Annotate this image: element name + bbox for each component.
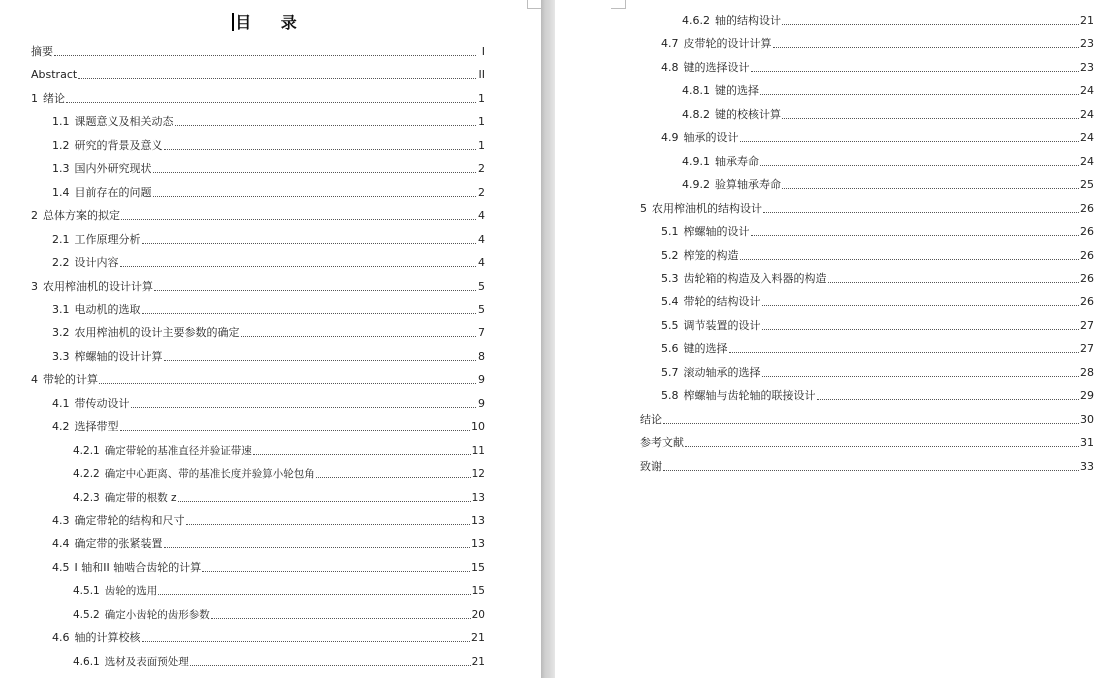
toc-entry[interactable]	[0, 393, 541, 411]
toc-dot-leader	[142, 312, 477, 314]
toc-entry[interactable]	[555, 291, 1114, 309]
toc-entry-page-number: 20	[471, 608, 485, 621]
toc-title: 目 录	[0, 10, 541, 33]
toc-entry-label: 总体方案的拟定	[43, 209, 120, 223]
toc-entry[interactable]	[0, 416, 541, 434]
toc-dot-leader	[740, 258, 1080, 260]
toc-dot-leader	[751, 234, 1080, 236]
toc-entry-page-number: 29	[1080, 389, 1094, 403]
toc-entry-label: 致谢	[640, 459, 662, 473]
toc-entry[interactable]	[0, 322, 541, 340]
page-gutter	[541, 0, 555, 678]
toc-entry-number: 4.8.2	[682, 107, 710, 121]
toc-entry[interactable]	[0, 533, 541, 551]
toc-dot-leader	[763, 211, 1079, 213]
toc-dot-leader	[740, 140, 1080, 142]
toc-dot-leader	[760, 93, 1079, 95]
toc-entry-label: 榨螺轴的设计计算	[74, 349, 163, 363]
toc-entry-number: 4.2.3	[73, 491, 100, 504]
toc-entry[interactable]	[0, 510, 541, 528]
toc-entry-page-number: 24	[1080, 131, 1094, 145]
toc-entry-number: 4.6.1	[73, 655, 100, 668]
toc-entry-number: 4	[31, 373, 38, 387]
toc-dot-leader	[175, 124, 477, 126]
toc-entry-number: 4.6	[52, 631, 70, 645]
toc-entry-label: 参考文献	[640, 436, 684, 450]
toc-entry-page-number: 1	[478, 91, 485, 105]
toc-entry[interactable]	[0, 580, 541, 598]
toc-dot-leader	[817, 398, 1080, 400]
toc-entry-page-number: 15	[471, 585, 485, 598]
toc-entry-page-number: 4	[478, 232, 485, 246]
toc-entry-label: 农用榨油机的结构设计	[652, 201, 762, 215]
toc-entry-page-number: 26	[1080, 248, 1094, 262]
toc-entry[interactable]	[0, 346, 541, 364]
toc-entry-page-number: 12	[471, 468, 485, 481]
toc-entry-page-number: 8	[478, 349, 485, 363]
toc-dot-leader	[164, 148, 477, 150]
toc-entry-page-number: 24	[1080, 84, 1094, 98]
toc-dot-leader	[685, 445, 1079, 447]
toc-entry-label: 验算轴承寿命	[715, 178, 781, 192]
toc-entry[interactable]	[0, 463, 541, 481]
toc-entry-number: 5.6	[661, 342, 679, 356]
toc-entry[interactable]	[555, 151, 1114, 169]
page-corner-mark	[527, 0, 541, 9]
toc-dot-leader	[253, 453, 471, 455]
toc-entry[interactable]	[555, 245, 1114, 263]
toc-entry-number: 4.6.2	[682, 14, 710, 27]
toc-entry-page-number: 4	[478, 209, 485, 223]
toc-entry-page-number: 33	[1080, 459, 1094, 473]
toc-entry-page-number: 5	[478, 279, 485, 293]
toc-entry-label: 国内外研究现状	[74, 162, 152, 176]
toc-dot-leader	[158, 593, 470, 595]
toc-entry-label: 选材及表面预处理	[104, 655, 189, 668]
toc-entry-number: 1.3	[52, 162, 70, 176]
toc-dot-leader	[729, 351, 1080, 353]
toc-entry-number: 5.2	[661, 248, 679, 262]
toc-entry-number: 2	[31, 209, 38, 223]
toc-entry-label: 研究的背景及意义	[74, 138, 163, 152]
toc-entry[interactable]	[555, 268, 1114, 286]
toc-entry-page-number: 15	[471, 560, 485, 574]
toc-entry-page-number: 9	[478, 373, 485, 387]
toc-entry-page-number: 24	[1080, 154, 1094, 168]
toc-entry-page-number: 9	[478, 396, 485, 410]
toc-entry-label: 轴承的设计	[683, 131, 739, 145]
toc-entry[interactable]	[555, 409, 1114, 427]
toc-entry-label: 带轮的计算	[43, 373, 98, 387]
toc-entry[interactable]	[0, 627, 541, 645]
toc-dot-leader	[121, 218, 476, 220]
toc-entry-page-number: 26	[1080, 201, 1094, 215]
toc-entry-label: 轴的结构设计	[715, 14, 781, 27]
toc-dot-leader	[316, 476, 471, 478]
toc-dot-leader	[131, 406, 477, 408]
toc-dot-leader	[782, 23, 1079, 25]
toc-entry-number: 4.5.2	[73, 608, 100, 621]
toc-entry-label: 摘要	[31, 45, 53, 58]
toc-dot-leader	[762, 304, 1080, 306]
toc-entry-number: 5.4	[661, 295, 679, 309]
toc-entry-label: 榨螺轴与齿轮轴的联接设计	[683, 389, 816, 403]
toc-dot-leader	[164, 546, 471, 548]
toc-entry-label: 农用榨油机的设计计算	[43, 279, 153, 293]
toc-entry-number: 1.1	[52, 115, 70, 129]
toc-dot-leader	[663, 469, 1079, 471]
toc-dot-leader	[66, 101, 476, 103]
toc-entry-page-number: 10	[471, 420, 485, 434]
toc-dot-leader	[142, 242, 477, 244]
toc-entry-page-number: 25	[1080, 178, 1094, 192]
toc-entry-page-number: 4	[478, 256, 485, 270]
toc-entry-label: 设计内容	[74, 256, 119, 270]
toc-entry-number: 4.8.1	[682, 84, 710, 98]
toc-entry[interactable]	[0, 88, 541, 106]
toc-entry-number: 4.5.1	[73, 585, 100, 598]
toc-entry-label: 齿轮箱的构造及入料器的构造	[683, 271, 827, 285]
toc-entry-number: 2.1	[52, 232, 70, 246]
toc-entry-number: 3.2	[52, 326, 70, 340]
toc-entry-label: 键的选择	[683, 342, 728, 356]
toc-entry[interactable]	[0, 205, 541, 223]
toc-dot-leader	[99, 382, 476, 384]
toc-entry-number: 5	[640, 201, 647, 215]
toc-dot-leader	[782, 117, 1079, 119]
toc-entry[interactable]	[0, 41, 541, 59]
toc-entry-number: 4.4	[52, 537, 70, 551]
toc-entry[interactable]	[0, 182, 541, 200]
toc-entry-label: 榨笼的构造	[683, 248, 739, 262]
toc-entry-number: 4.5	[52, 560, 70, 574]
toc-entry-number: 4.9	[661, 131, 679, 145]
toc-entry-number: 4.2.1	[73, 444, 100, 457]
toc-entry-number: 5.8	[661, 389, 679, 403]
toc-entry-label: 键的校核计算	[715, 107, 781, 121]
toc-dot-leader	[54, 54, 476, 56]
toc-entry-page-number: 27	[1080, 318, 1094, 332]
toc-entry[interactable]	[555, 198, 1114, 216]
toc-entry-number: 4.9.1	[682, 154, 710, 168]
toc-entry-number: 2.2	[52, 256, 70, 270]
toc-entry-page-number: 26	[1080, 271, 1094, 285]
toc-entry-number: 5.3	[661, 271, 679, 285]
toc-entry-number: 1.2	[52, 138, 70, 152]
toc-entry-label: 电动机的选取	[74, 302, 141, 316]
toc-entry-page-number: 30	[1080, 412, 1094, 426]
toc-dot-leader	[762, 375, 1080, 377]
toc-dot-leader	[153, 171, 477, 173]
toc-entry-page-number: 27	[1080, 342, 1094, 356]
toc-entry[interactable]	[555, 174, 1114, 192]
toc-entry[interactable]	[0, 440, 541, 458]
toc-entry-label: 轴承寿命	[715, 154, 759, 168]
toc-entry-label: 键的选择设计	[683, 60, 750, 74]
toc-entry-page-number: 23	[1080, 60, 1094, 74]
toc-entry-page-number: 28	[1080, 365, 1094, 379]
toc-entry[interactable]	[555, 57, 1114, 75]
toc-entry[interactable]	[0, 487, 541, 505]
toc-entry[interactable]	[0, 158, 541, 176]
toc-entry-page-number: 7	[478, 326, 485, 340]
toc-entry-label: 键的选择	[715, 84, 759, 98]
toc-entry[interactable]	[0, 135, 541, 153]
toc-entry-label: 确定小齿轮的齿形参数	[104, 608, 210, 621]
toc-entry[interactable]	[555, 338, 1114, 356]
toc-entry-page-number: 21	[471, 631, 485, 645]
toc-entry-label: 皮带轮的设计计算	[683, 37, 772, 51]
toc-entry[interactable]	[0, 64, 541, 82]
toc-entry-label: 齿轮的选用	[104, 585, 158, 598]
toc-entry[interactable]	[555, 33, 1114, 51]
toc-entry-page-number: 11	[471, 444, 485, 457]
toc-entry-number: 4.2.2	[73, 468, 100, 481]
toc-entry-number: 4.2	[52, 420, 70, 434]
toc-entry-number: 4.8	[661, 60, 679, 74]
toc-dot-leader	[241, 335, 477, 337]
toc-entry-label: 滚动轴承的选择	[683, 365, 761, 379]
toc-entry-label: 结论	[640, 412, 662, 426]
toc-entry[interactable]	[0, 604, 541, 622]
toc-entry[interactable]	[555, 127, 1114, 145]
toc-entry[interactable]	[555, 432, 1114, 450]
toc-entry-label: Abstract	[31, 68, 78, 82]
toc-entry-label: 轴的计算校核	[74, 631, 141, 645]
toc-entry-label: 确定带的张紧装置	[74, 537, 163, 551]
toc-entry-label: 农用榨油机的设计主要参数的确定	[74, 326, 240, 340]
toc-dot-leader	[202, 570, 470, 572]
page-corner-mark	[611, 0, 626, 9]
toc-dot-leader	[120, 265, 477, 267]
toc-entry-label: 工作原理分析	[74, 232, 141, 246]
toc-entry-label: 确定带的根数 z	[104, 491, 177, 504]
toc-entry-page-number: 2	[478, 162, 485, 176]
toc-entry-page-number: 26	[1080, 225, 1094, 239]
toc-entry-number: 4.3	[52, 514, 70, 527]
toc-entry-label: 目前存在的问题	[74, 185, 152, 199]
toc-dot-leader	[186, 523, 471, 525]
toc-entry-number: 5.7	[661, 365, 679, 379]
toc-dot-leader	[142, 640, 471, 642]
toc-entry[interactable]	[555, 104, 1114, 122]
toc-entry[interactable]	[555, 315, 1114, 333]
toc-entry-number: 5.5	[661, 318, 679, 332]
toc-entry-page-number: 2	[478, 185, 485, 199]
toc-entry-label: 确定带轮的基准直径并验证带速	[104, 444, 252, 457]
toc-entry-number: 3.1	[52, 302, 70, 316]
toc-entry-label: 带轮的结构设计	[683, 295, 761, 309]
toc-entry[interactable]	[0, 369, 541, 387]
text-cursor	[232, 13, 234, 31]
toc-entry[interactable]	[0, 651, 541, 669]
document-page-left	[0, 0, 541, 678]
toc-entry[interactable]	[0, 111, 541, 129]
toc-dot-leader	[828, 281, 1080, 283]
toc-dot-leader	[120, 429, 471, 431]
toc-entry[interactable]	[555, 362, 1114, 380]
toc-entry-label: 带传动设计	[74, 396, 130, 410]
toc-dot-leader	[178, 500, 471, 502]
toc-entry-number: 1	[31, 91, 38, 105]
toc-entry-page-number: II	[478, 68, 485, 82]
toc-entry[interactable]	[0, 252, 541, 270]
toc-dot-leader	[762, 328, 1080, 330]
toc-entry-page-number: 31	[1080, 436, 1094, 450]
toc-entry-label: 榨螺轴的设计	[683, 225, 750, 239]
toc-entry-number: 4.7	[661, 37, 679, 51]
toc-entry-label: I 轴和II 轴啮合齿轮的计算	[74, 560, 202, 574]
toc-dot-leader	[782, 187, 1079, 189]
toc-dot-leader	[154, 289, 476, 291]
toc-entry-number: 4.1	[52, 396, 70, 410]
toc-entry-page-number: 1	[478, 115, 485, 129]
toc-entry-page-number: 23	[1080, 37, 1094, 51]
toc-entry-label: 调节装置的设计	[683, 318, 761, 332]
toc-entry[interactable]	[555, 80, 1114, 98]
toc-entry-number: 5.1	[661, 225, 679, 239]
toc-entry[interactable]	[0, 299, 541, 317]
toc-entry-label: 确定中心距离、带的基准长度并验算小轮包角	[104, 468, 315, 481]
toc-entry-page-number: I	[481, 45, 485, 58]
toc-entry-page-number: 5	[478, 302, 485, 316]
toc-dot-leader	[164, 359, 477, 361]
toc-entry-page-number: 24	[1080, 107, 1094, 121]
toc-entry-page-number: 1	[478, 138, 485, 152]
toc-entry[interactable]	[0, 557, 541, 575]
toc-entry-page-number: 26	[1080, 295, 1094, 309]
toc-dot-leader	[760, 164, 1079, 166]
document-page-right	[555, 0, 1114, 678]
toc-entry-label: 课题意义及相关动态	[74, 115, 174, 129]
toc-entry[interactable]	[0, 229, 541, 247]
toc-dot-leader	[663, 422, 1079, 424]
toc-entry[interactable]	[555, 221, 1114, 239]
toc-entry-page-number: 21	[1080, 14, 1094, 27]
toc-dot-leader	[78, 77, 476, 79]
toc-entry-number: 3.3	[52, 349, 70, 363]
toc-entry[interactable]	[555, 10, 1114, 28]
toc-entry-label: 选择带型	[74, 420, 119, 434]
toc-entry-number: 4.9.2	[682, 178, 710, 192]
toc-dot-leader	[773, 46, 1080, 48]
toc-entry-page-number: 13	[471, 491, 485, 504]
toc-entry-page-number: 13	[471, 537, 485, 551]
toc-entry[interactable]	[555, 456, 1114, 474]
toc-entry-number: 3	[31, 279, 38, 293]
toc-dot-leader	[751, 70, 1080, 72]
toc-entry-page-number: 13	[471, 514, 485, 527]
toc-entry-label: 绪论	[43, 91, 65, 105]
toc-entry-number: 1.4	[52, 185, 70, 199]
toc-dot-leader	[211, 617, 471, 619]
toc-entry-label: 确定带轮的结构和尺寸	[74, 514, 185, 527]
toc-dot-leader	[190, 664, 471, 666]
toc-entry[interactable]	[555, 385, 1114, 403]
toc-dot-leader	[153, 195, 477, 197]
toc-entry-page-number: 21	[471, 655, 485, 668]
toc-entry[interactable]	[0, 276, 541, 294]
